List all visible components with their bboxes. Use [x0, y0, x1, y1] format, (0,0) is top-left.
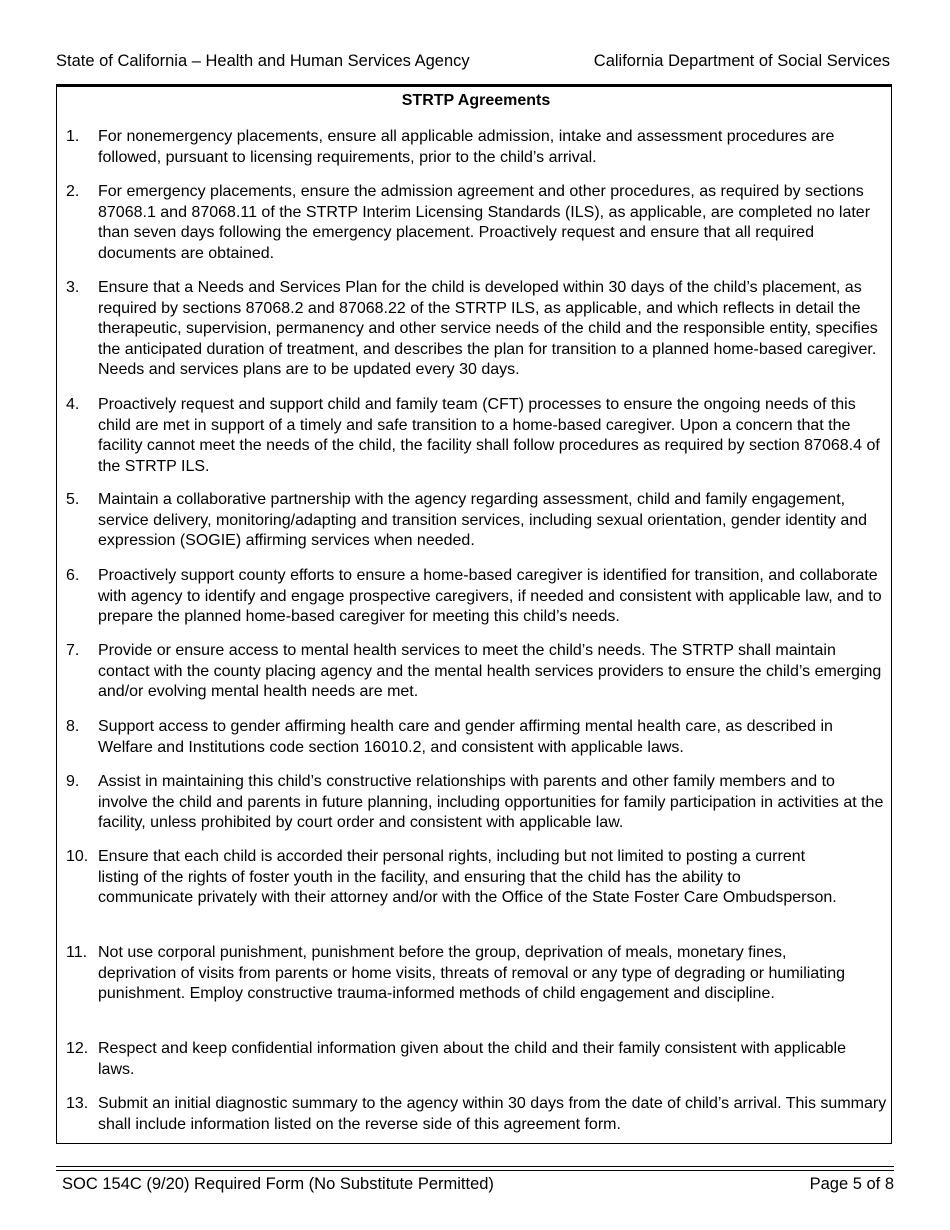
item-number: 13. [66, 1095, 89, 1112]
item-number: 4. [66, 396, 80, 413]
item-number: 12. [66, 1040, 89, 1057]
header-agency: State of California – Health and Human Services Agency [56, 52, 470, 70]
footer-rule [56, 1170, 894, 1171]
item-text: Maintain a collaborative partnership with the agency regarding assessment, child and family engagement, service delivery, monitoring/adapting and transition services, including sexual orientation, gender identity and expression (SOGIE) affirming services when needed. [98, 491, 868, 550]
header-department: California Department of Social Services [593, 52, 890, 70]
item-text: For emergency placements, ensure the admission agreement and other procedures, as required by sections 87068.1 and 87068.11 of the STRTP Interim Licensing Standards (ILS), as applicable, are completed no later than seven days following the emergency placement. Proactively request and ensure that all required documents are obtained. [98, 183, 871, 262]
item-text: Proactively support county efforts to ensure a home-based caregiver is identified for transition, and collaborate with agency to identify and engage prospective caregivers, if needed and consistent with applicable law, and to prepare the planned home-based caregiver for meeting this child’s needs. [98, 567, 882, 626]
item-text: Assist in maintaining this child’s constructive relationships with parents and other family members and to involve the child and parents in future planning, including opportunities for family participation in activities at the facility, unless prohibited by court order and consistent with applicable law. [98, 773, 884, 832]
item-text: Ensure that each child is accorded their personal rights, including but not limited to posting a current listing of the rights of foster youth in the facility, and ensuring that the child has the ability to communicate privately with their attorney and/or with the Office of the State Foster Care Ombudsperson. [98, 848, 837, 907]
item-text: Support access to gender affirming health care and gender affirming mental health care, as described in Welfare and Institutions code section 16010.2, and consistent with applicable laws. [98, 718, 833, 756]
item-text: Submit an initial diagnostic summary to the agency within 30 days from the date of child’s arrival. This summary shall include information listed on the reverse side of this agreement form. [98, 1095, 887, 1133]
footer-rule [56, 1166, 894, 1167]
section-title: STRTP Agreements [401, 92, 551, 109]
item-number: 9. [66, 773, 80, 790]
item-number: 3. [66, 279, 80, 296]
item-text: Proactively request and support child and family team (CFT) processes to ensure the ongoing needs of this child are met in support of a timely and safe transition to a home-based caregiver. Upon a concern that the facility cannot meet the needs of the child, the facility shall follow procedures as required by section 87068.4 of the STRTP ILS. [98, 396, 880, 475]
item-number: 5. [66, 491, 80, 508]
item-text: Respect and keep confidential information given about the child and their family consistent with applicable laws. [98, 1040, 846, 1078]
item-text: Ensure that a Needs and Services Plan for the child is developed within 30 days of the child’s placement, as required by sections 87068.2 and 87068.22 of the STRTP ILS, as applicable, and which reflects in detail the therapeutic, supervision, permanency and other service needs of the child and the responsible entity, specifies the anticipated duration of treatment, and describes the plan for transition to a planned home-based caregiver. Needs and services plans are to be updated every 30 days. [98, 279, 878, 379]
item-text: Provide or ensure access to mental health services to meet the child’s needs. The STRTP shall maintain contact with the county placing agency and the mental health services providers to ensure the child’s emerging and/or evolving mental health needs are met. [98, 642, 882, 701]
item-number: 8. [66, 718, 80, 735]
page-number: Page 5 of 8 [809, 1175, 894, 1193]
item-number: 6. [66, 567, 80, 584]
form-number: SOC 154C (9/20) Required Form (No Substitute Permitted) [62, 1175, 494, 1193]
item-number: 7. [66, 642, 80, 659]
item-number: 2. [66, 183, 80, 200]
item-text: Not use corporal punishment, punishment before the group, deprivation of meals, monetary fines, deprivation of visits from parents or home visits, threats of removal or any type of degrading or humiliating punishment. Employ constructive trauma-informed methods of child engagement and discipline. [98, 944, 846, 1003]
item-text: For nonemergency placements, ensure all applicable admission, intake and assessment procedures are followed, pursuant to licensing requirements, prior to the child’s arrival. [98, 128, 835, 166]
item-number: 1. [66, 128, 80, 145]
item-number: 11. [66, 944, 88, 961]
item-number: 10. [66, 848, 89, 865]
